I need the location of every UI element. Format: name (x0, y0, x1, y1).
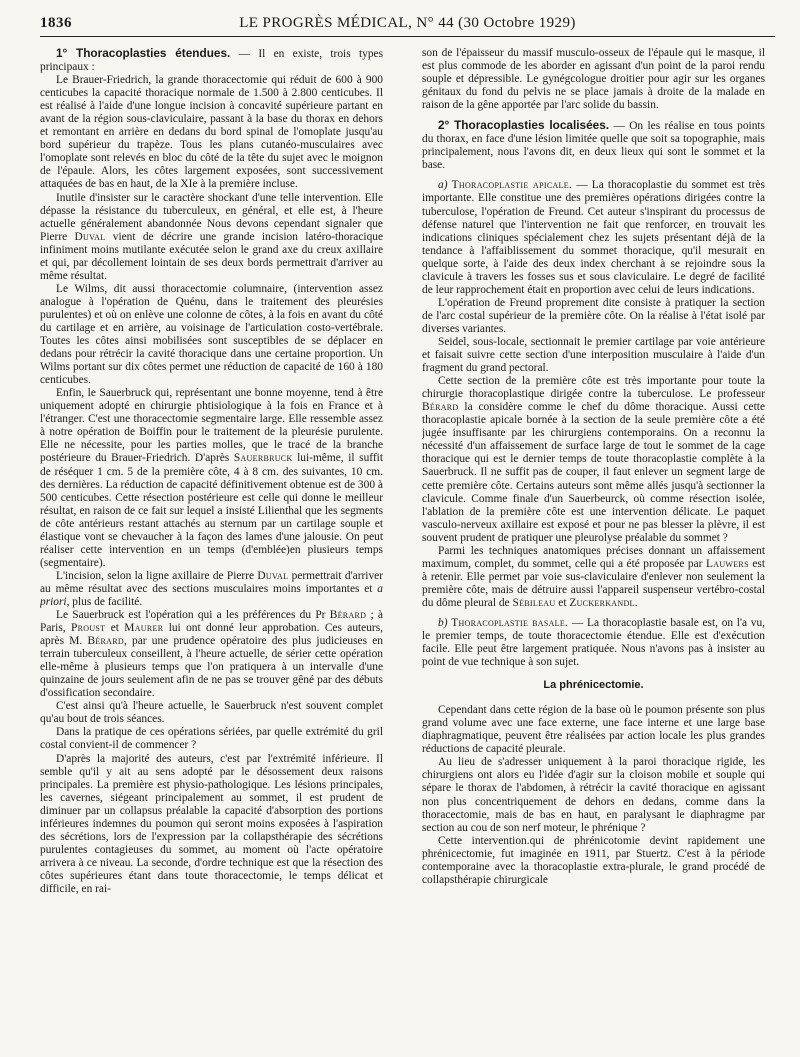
paragraph: Cette intervention.qui de phrénicotomie devint rapidement une phrénicectomie, fut imaginée en 1911, par Stuertz. C'est à la période contemporaine avec la thoracoplastie extra-plurale, le grand procédé de collapsthérapie chirurgicale (422, 834, 765, 886)
italic-text: a priori (40, 582, 383, 608)
paragraph (40, 387, 383, 570)
paragraph-text: — La thoracoplastie du sommet est très importante. Elle constitue une des premières opérations dirigées contre la tuberculose, l'opération de Freund. Cet auteur s'inspirant du processus de défense naturel que l'intervention ne fait que renforcer, en trouvait les indications cliniques spécialement chez les sujets présentant déjà de la tendance à l'affaiblissement du sommet thoracique, qu'il mesurait en quelque sorte, à l'aide des deux index cherchant à se rejoindre sous la clavicule à travers les fosses sus et sous claviculaire. Le degré de facilité de leur rapprochement était en proportion avec celui de leurs indications. (422, 179, 765, 296)
author-name: Zuckerkandl (569, 596, 635, 609)
paragraph-text: permettrait d'arriver au même résultat avec des sections musculaires moins importantes et (40, 569, 383, 595)
paragraph (40, 192, 383, 283)
paragraph: D'après la majorité des auteurs, c'est par l'extrémité inférieure. Il semble qu'il y ait au sens adopté par le désossement deux raisons principales. La première est physio-pathologique. Les lésions principales, les cavernes, siégeant principalement au sommet, il est prudent de diminuer par un collapsus préalable la capacité d'absorption des portions inférieures indemnes du poumon qui seront moins exposées à l'aspiration des sécrétions, lors de l'expression par la collapsthérapie des sécrétions purulentes contagieuses du sommet, au moment où l'acte opératoire arrivera à ce niveau. La seconde, d'ordre technique est que la résection des côtes supérieures étant dans toute thoracectomie, le temps délicat et difficile, en rai- (40, 752, 383, 895)
paragraph (422, 545, 765, 610)
author-name: Duval (257, 569, 289, 582)
journal-title: LE PROGRÈS MÉDICAL, N° 44 (30 Octobre 1929) (239, 15, 576, 31)
paragraph: Seidel, sous-locale, sectionnait le premier cartilage par voie antérieure et faisait suivre cette section d'une interposition musculaire à l'aide d'un fragment du grand pectoral. (422, 335, 765, 375)
paragraph-text: et (555, 596, 570, 609)
paragraph (422, 375, 765, 545)
right-column (422, 47, 765, 1047)
paragraph: Le Wilms, dit aussi thoracectomie columnaire, (intervention assez analogue à l'opération de Quénu, dans le traitement des pleurésies purulentes) et où on enlève une colonne de côtes, à la fois en avant du côté du cartilage et en arrière, au voisinage de l'articulation costo-vertébrale. Toutes les côtes ainsi mobilisées sont susceptibles de se déplacer en dedans pour rétrécir la cavité thoracique dans une certaine proportion. Un Wilms portant sur dix côtes permet une réduction de capacité de 160 à 180 centicubes. (40, 282, 383, 387)
paragraph-text: est à retenir. Elle permet par voie sus-claviculaire d'enlever non seulement la première côte, mais de détruire aussi l'appareil suspenseur vertébro-costal du dôme pleural de (422, 557, 765, 609)
paragraph-text: ; à Paris, (40, 609, 383, 635)
paragraph: L'opération de Freund proprement dite consiste à pratiquer la section de l'arc costal supérieur de la première côte. On la réalise à l'état isolé par diverses variantes. (422, 296, 765, 335)
running-header (40, 12, 775, 37)
paragraph-text: Parmi les techniques anatomiques précises donnant un affaissement maximum, complet, du sommet, celle qui a été proposée par (422, 544, 765, 570)
paragraph-text: — Il en existe, trois types principaux : (40, 48, 383, 74)
paragraph (422, 179, 765, 296)
author-name: Proust (70, 622, 106, 635)
list-marker: b) (438, 616, 452, 629)
paragraph: C'est ainsi qu'à l'heure actuelle, le Sauerbruck n'est souvent complet qu'au bout de trois séances. (40, 700, 383, 726)
paragraph-text: lui ont donné leur approbation. Ces auteurs, après M. (40, 622, 383, 648)
author-name: Bérard (87, 635, 124, 648)
paragraph-text: Enfin, le Sauerbruck qui, représentant une bonne moyenne, tend à être uniquement adopté en chirurgie phtisiologique à la fois en France et à l'étranger. C'est une thoracectomie segmentaire large. Elle ressemble assez à notre opération de Boiffin pour le traitement de la pleurésie purulente. Elle ne nécessite, pour les parties molles, que le tracé de la branche postérieure du Brauer-Friedrich. D'après (40, 387, 383, 465)
paragraph-text: , plus de facilité. (66, 595, 143, 608)
author-name: Lauwers (705, 557, 749, 570)
paragraph: Cependant dans cette région de la base où le poumon présente son plus grand volume avec une face externe, une face interne et une large base diaphragmatique, peuvent être réalisées par action locale les plus grandes réductions de capacité pleurale. (422, 704, 765, 756)
paragraph: Au lieu de s'adresser uniquement à la paroi thoracique rigide, les chirurgiens ont alors eu l'idée d'agir sur la cloison mobile et souple qui sépare le thorax de l'abdomen, à rétrécir la cavité thoracique en agissant non plus concentriquement de dehors en dedans, comme dans la thoracectomie, mais de bas en haut, en paralysant le diaphragme par section au cou de son nerf moteur, le phrénique ? (422, 756, 765, 834)
paragraph-text: . (634, 596, 638, 609)
author-name: Duval (74, 230, 106, 243)
paragraph: son de l'épaisseur du massif musculo-osseux de l'épaule qui le masque, il est plus commode de les aborder en agissant d'un point de la paroi rendu souple et dépressible. Le gynégcologue droitier pour agir sur les organes génitaux du fond du pelvis ne se place jamais à droite de la malade en raison de la gêne apportée par l'arc solide du bassin. (422, 47, 765, 112)
paragraph (40, 47, 383, 74)
paragraph-text: et (105, 622, 125, 635)
section-title: La phrénicectomie. (543, 679, 644, 692)
paragraph-text: Cette section de la première côte est très importante pour toute la chirurgie thoracoplastique dirigée contre la tuberculose. Le professeur (422, 375, 765, 401)
paragraph: Dans la pratique de ces opérations sériées, par quelle extrémité du gril costal convient-il de commencer ? (40, 726, 383, 752)
author-name: Bérard (329, 609, 367, 622)
paragraph-text: Inutile d'insister sur le caractère shockant d'une telle intervention. Elle dépasse la résistance du tuberculeux, en général, et elle est, à l'heure actuelle généralement abandonnée Nous devons cependant signaler que Pierre (40, 191, 383, 243)
paragraph-text: — La thoracoplastie basale est, on l'a vu, le premier temps, de toute thoracectomie étendue. Elle est d'exécution facile. Elle peut être largement pratiquée. Nous n'avons pas à insister au point de vue technique à son sujet. (422, 616, 765, 669)
author-name: Bérard (422, 401, 459, 414)
author-name: Sauerbruck (233, 452, 293, 465)
paragraph (40, 609, 383, 700)
paragraph-text: Le Sauerbruck est l'opération qui a les préférences du Pr (56, 609, 330, 622)
list-marker: a) (438, 179, 452, 192)
paragraph-text: , par une prudence opératoire des plus judicieuses en terrain tuberculeux conseillent, à l'heure actuelle, de sérier cette opération elle-même à plusieurs temps que l'on pratiquera à un intervalle d'une quinzaine de jours seulement afin de ne pas se trouver gêné par des débuts d'ossification secondaire. (40, 635, 383, 700)
section-heading: 1° Thoracoplasties étendues. (56, 47, 231, 60)
paragraph (422, 119, 765, 172)
paragraph-text: vient de décrire une grande incision latéro-thoracique infiniment moins mutilante exécutée selon le grand axe du creux axillaire et qui, par décollement lointain de ses deux bords permettrait d'arriver au même résultat. (40, 230, 383, 282)
section-heading: 2° Thoracoplasties localisées. (438, 118, 610, 133)
page-number: 1836 (40, 15, 72, 31)
paragraph-text: lui-même, il suffit de réséquer 1 cm. 5 de la première côte, 4 à 8 cm. des suivantes, 10 cm. des dernières. La réduction de capacité définitivement obtenue est de 300 à 500 centicubes. Cette résection postérieure est celle qui donne le meilleur résultat, en raison de ce fait sur lequel a insisté Lilienthal que les segments de côte antérieurs restant attachés au sternum par un cartilage souple et élastique vont se chevaucher à la façon des lames d'une jalousie. On peut réaliser cette intervention en un temps (d'emblée)en plusieurs temps (segmentaire). (40, 452, 383, 569)
paragraph (422, 617, 765, 669)
paragraph-text: la considère comme le chef du dôme thoracique. Aussi cette thoracoplastie apicale bornée à la section de la seule première côte a été jugée insuffisante par les chirurgiens contemporains. On a reconnu la nécessité d'un affaissement de surface large de tout le sommet de la cage thoracique qui est le dernier temps de toute thoracoplastie complète à la Sauerbruck. Il ne suffit pas de couper, il faut enlever un segment large de cette première côte. Certains auteurs sont même allés jusqu'à sectionner la clavicule. Comme finale d'un Sauerbeurck, où comme résection isolée, l'ablation de la première côte est une intervention délicate. Le paquet vasculo-nerveux axillaire est exposé et pour ne pas blesser la plèvre, il est souvent prudent de pratiquer une pleurolyse préalable du sommet ? (422, 401, 765, 544)
paragraph: Le Brauer-Friedrich, la grande thoracectomie qui réduit de 600 à 900 centicubes la capacité thoracique normale de 1.500 à 2.800 centicubes. Il est réalisé à l'aide d'une longue incision à concavité supérieure partant en avant de la région sous-claviculaire, passant à la base du thorax en dehors et remontant en arrière en dedans du bord spinal de l'omoplate jusqu'au bord supérieur du trapèze. Tous les plans cutanéo-musculaires avec l'omoplate sont relevés en bloc du côté de la tête du sujet avec le moignon de l'épaule. Alors, les côtes largement exposées, sont successivement attaquées de bas en haut, de la XIe à la première incluse. (40, 74, 383, 191)
paragraph (40, 570, 383, 609)
subsection-heading: Thoracoplastie apicale. (451, 179, 573, 192)
paragraph-text: L'incision, selon la ligne axillaire de Pierre (56, 569, 258, 582)
author-name: Sébileau (512, 596, 556, 609)
author-name: Maurer (124, 622, 164, 635)
subsection-heading: Thoracoplastie basale. (451, 616, 569, 629)
paragraph-text: — On les réalise en tous points du thorax, en face d'une lésion limitée quelle que soit sa topographie, mais principalement, nous l'avons dit, en deux lieux qui sont le sommet et la base. (422, 120, 765, 172)
left-column (40, 47, 383, 1047)
